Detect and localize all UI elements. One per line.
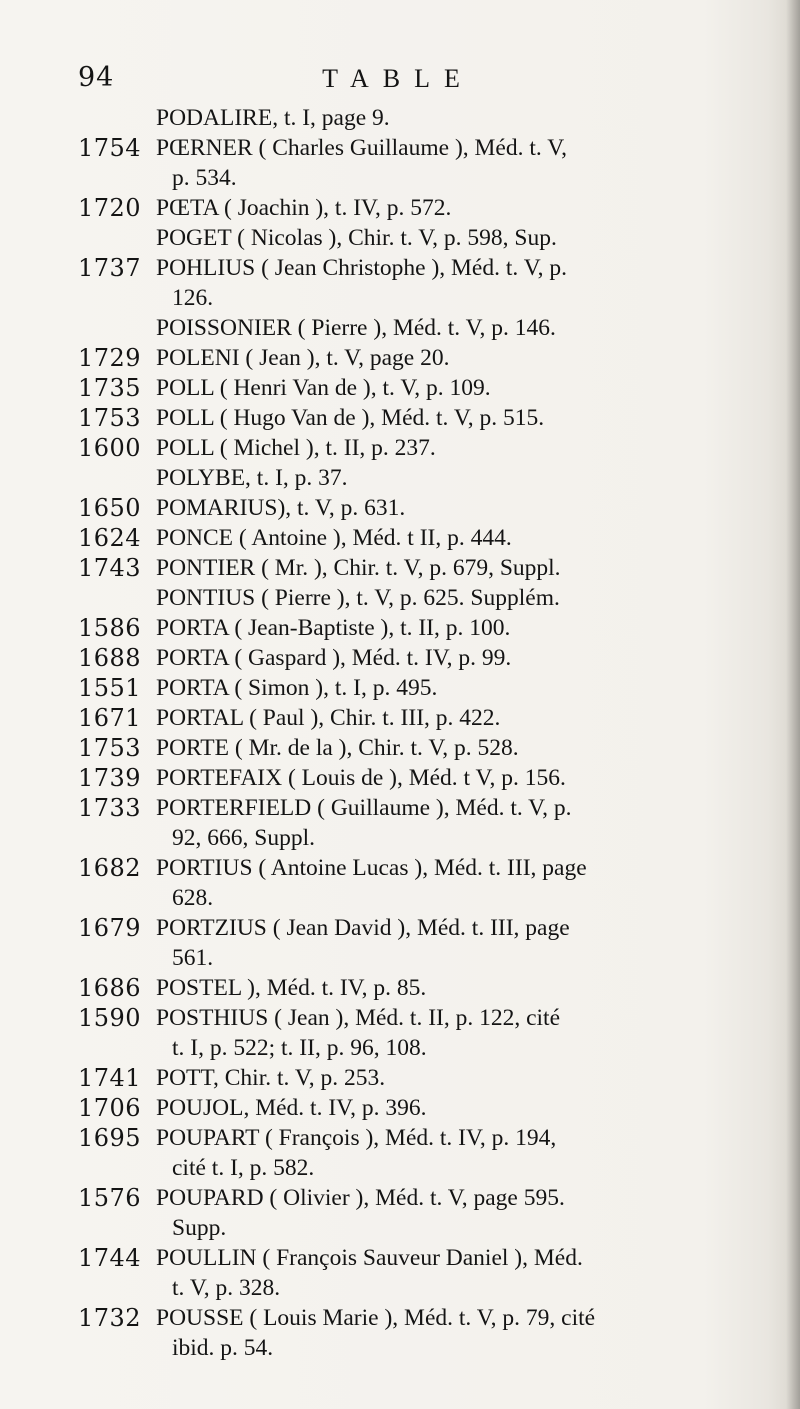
- index-entry: [78, 523, 728, 553]
- index-entry: [78, 643, 728, 673]
- entry-line: POLL ( Hugo Van de ), Méd. t. V, p. 515.: [156, 405, 545, 431]
- entry-continuation-line: 628.: [172, 885, 214, 911]
- entry-line: PORTA ( Jean-Baptiste ), t. II, p. 100.: [156, 615, 511, 641]
- entry-year: 1695: [78, 1124, 142, 1152]
- entry-text: [156, 1093, 728, 1123]
- entry-continuation-line: p. 534.: [172, 165, 237, 191]
- entry-year: 1679: [78, 914, 142, 942]
- index-entry: [78, 733, 728, 763]
- entry-year: 1576: [78, 1184, 142, 1212]
- entry-line: PONTIUS ( Pierre ), t. V, p. 625. Supplém.: [156, 585, 560, 611]
- entry-line: PORTAL ( Paul ), Chir. t. III, p. 422.: [156, 705, 501, 731]
- index-entry: [78, 1093, 728, 1123]
- entry-line: POISSONIER ( Pierre ), Méd. t. V, p. 146.: [156, 315, 556, 341]
- index-entry: [78, 1063, 728, 1093]
- entry-year: 1600: [78, 434, 142, 462]
- index-entry: [78, 583, 728, 613]
- entry-year: 1682: [78, 854, 142, 882]
- entry-text: [156, 463, 728, 493]
- entry-continuation-line: t. V, p. 328.: [172, 1275, 281, 1301]
- entry-line: PŒRNER ( Charles Guillaume ), Méd. t. V,: [156, 135, 568, 161]
- entry-text: [156, 913, 728, 973]
- index-entry: [78, 403, 728, 433]
- entry-year: 1733: [78, 794, 142, 822]
- entry-line: POSTHIUS ( Jean ), Méd. t. II, p. 122, cité: [156, 1005, 561, 1031]
- index-entry: [78, 463, 728, 493]
- entry-year: 1706: [78, 1094, 142, 1122]
- entry-text: [156, 613, 728, 643]
- entry-year: 1686: [78, 974, 142, 1002]
- entry-line: PORTZIUS ( Jean David ), Méd. t. III, page: [156, 915, 570, 941]
- entry-text: [156, 223, 728, 253]
- entry-line: POMARIUS), t. V, p. 631.: [156, 495, 406, 521]
- index-entries: [78, 103, 728, 1363]
- index-entry: [78, 763, 728, 793]
- entry-line: PŒTA ( Joachin ), t. IV, p. 572.: [156, 195, 452, 221]
- entry-year: [78, 313, 156, 343]
- entry-continuation-line: t. I, p. 522; t. II, p. 96, 108.: [172, 1035, 427, 1061]
- entry-year: [78, 463, 156, 493]
- entry-line: POLL ( Michel ), t. II, p. 237.: [156, 435, 436, 461]
- entry-line: POLYBE, t. I, p. 37.: [156, 465, 348, 491]
- entry-text: [156, 1303, 728, 1363]
- entry-line: PODALIRE, t. I, page 9.: [156, 105, 390, 131]
- entry-year: 1551: [78, 674, 142, 702]
- entry-text: [156, 853, 728, 913]
- page-number: 94: [78, 62, 115, 93]
- entry-continuation-line: cité t. I, p. 582.: [172, 1155, 315, 1181]
- entry-year: 1732: [78, 1304, 142, 1332]
- entry-year: [78, 103, 156, 133]
- entry-continuation-line: Supp.: [172, 1215, 227, 1241]
- entry-line: POTT, Chir. t. V, p. 253.: [156, 1065, 386, 1091]
- entry-text: [156, 1003, 728, 1063]
- page-header: [78, 62, 718, 106]
- index-entry: [78, 343, 728, 373]
- entry-year: 1688: [78, 644, 142, 672]
- entry-year: 1741: [78, 1064, 142, 1092]
- entry-year: 1729: [78, 344, 142, 372]
- entry-text: [156, 793, 728, 853]
- entry-text: [156, 703, 728, 733]
- index-entry: [78, 973, 728, 1003]
- entry-text: [156, 583, 728, 613]
- entry-line: POLL ( Henri Van de ), t. V, p. 109.: [156, 375, 491, 401]
- entry-year: 1744: [78, 1244, 142, 1272]
- index-entry: [78, 613, 728, 643]
- index-entry: [78, 1123, 728, 1183]
- entry-text: [156, 733, 728, 763]
- entry-continuation-line: ibid. p. 54.: [172, 1335, 274, 1361]
- entry-line: PORTA ( Gaspard ), Méd. t. IV, p. 99.: [156, 645, 512, 671]
- entry-year: 1737: [78, 254, 142, 282]
- entry-continuation-line: 126.: [172, 285, 214, 311]
- entry-line: POUSSE ( Louis Marie ), Méd. t. V, p. 79, cité: [156, 1305, 596, 1331]
- index-entry: [78, 193, 728, 223]
- entry-year: 1753: [78, 734, 142, 762]
- index-entry: [78, 1243, 728, 1303]
- entry-continuation-line: 561.: [172, 945, 214, 971]
- entry-year: 1739: [78, 764, 142, 792]
- entry-text: [156, 103, 728, 133]
- index-entry: [78, 793, 728, 853]
- entry-year: [78, 223, 156, 253]
- entry-line: POUJOL, Méd. t. IV, p. 396.: [156, 1095, 427, 1121]
- entry-year: [78, 583, 156, 613]
- entry-text: [156, 673, 728, 703]
- entry-text: [156, 973, 728, 1003]
- index-entry: [78, 1303, 728, 1363]
- entry-text: [156, 433, 728, 463]
- entry-year: 1753: [78, 404, 142, 432]
- entry-text: [156, 343, 728, 373]
- entry-line: POUPARD ( Olivier ), Méd. t. V, page 595.: [156, 1185, 565, 1211]
- entry-text: [156, 493, 728, 523]
- entry-text: [156, 313, 728, 343]
- entry-line: POSTEL ), Méd. t. IV, p. 85.: [156, 975, 427, 1001]
- entry-line: PORTERFIELD ( Guillaume ), Méd. t. V, p.: [156, 795, 572, 821]
- entry-year: 1624: [78, 524, 142, 552]
- index-entry: [78, 103, 728, 133]
- entry-line: POLENI ( Jean ), t. V, page 20.: [156, 345, 450, 371]
- index-entry: [78, 1183, 728, 1243]
- entry-text: [156, 193, 728, 223]
- entry-line: PORTEFAIX ( Louis de ), Méd. t V, p. 156.: [156, 765, 566, 791]
- entry-text: [156, 1063, 728, 1093]
- index-entry: [78, 853, 728, 913]
- entry-text: [156, 763, 728, 793]
- entry-line: POUPART ( François ), Méd. t. IV, p. 194,: [156, 1125, 557, 1151]
- index-entry: [78, 703, 728, 733]
- entry-year: 1650: [78, 494, 142, 522]
- entry-text: [156, 133, 728, 193]
- entry-year: 1735: [78, 374, 142, 402]
- index-entry: [78, 673, 728, 703]
- index-entry: [78, 493, 728, 523]
- entry-text: [156, 403, 728, 433]
- entry-line: POHLIUS ( Jean Christophe ), Méd. t. V, p.: [156, 255, 568, 281]
- index-entry: [78, 313, 728, 343]
- entry-year: 1671: [78, 704, 142, 732]
- index-entry: [78, 913, 728, 973]
- entry-year: 1590: [78, 1004, 142, 1032]
- entry-year: 1720: [78, 194, 142, 222]
- entry-text: [156, 1243, 728, 1303]
- entry-text: [156, 643, 728, 673]
- entry-text: [156, 553, 728, 583]
- page-gutter-shadow: [786, 0, 800, 1409]
- entry-year: 1586: [78, 614, 142, 642]
- index-entry: [78, 253, 728, 313]
- index-entry: [78, 433, 728, 463]
- index-entry: [78, 373, 728, 403]
- entry-line: POGET ( Nicolas ), Chir. t. V, p. 598, Sup.: [156, 225, 557, 251]
- entry-continuation-line: 92, 666, Suppl.: [172, 825, 315, 851]
- index-entry: [78, 223, 728, 253]
- entry-line: PONCE ( Antoine ), Méd. t II, p. 444.: [156, 525, 512, 551]
- entry-line: POULLIN ( François Sauveur Daniel ), Méd.: [156, 1245, 583, 1271]
- entry-year: 1754: [78, 134, 142, 162]
- entry-text: [156, 373, 728, 403]
- entry-text: [156, 523, 728, 553]
- entry-line: PORTE ( Mr. de la ), Chir. t. V, p. 528.: [156, 735, 519, 761]
- entry-text: [156, 1123, 728, 1183]
- running-title: TABLE: [322, 64, 474, 93]
- index-entry: [78, 133, 728, 193]
- entry-year: 1743: [78, 554, 142, 582]
- entry-line: PORTA ( Simon ), t. I, p. 495.: [156, 675, 438, 701]
- entry-text: [156, 1183, 728, 1243]
- entry-line: PONTIER ( Mr. ), Chir. t. V, p. 679, Suppl.: [156, 555, 561, 581]
- index-entry: [78, 1003, 728, 1063]
- index-entry: [78, 553, 728, 583]
- entry-text: [156, 253, 728, 313]
- entry-line: PORTIUS ( Antoine Lucas ), Méd. t. III, page: [156, 855, 587, 881]
